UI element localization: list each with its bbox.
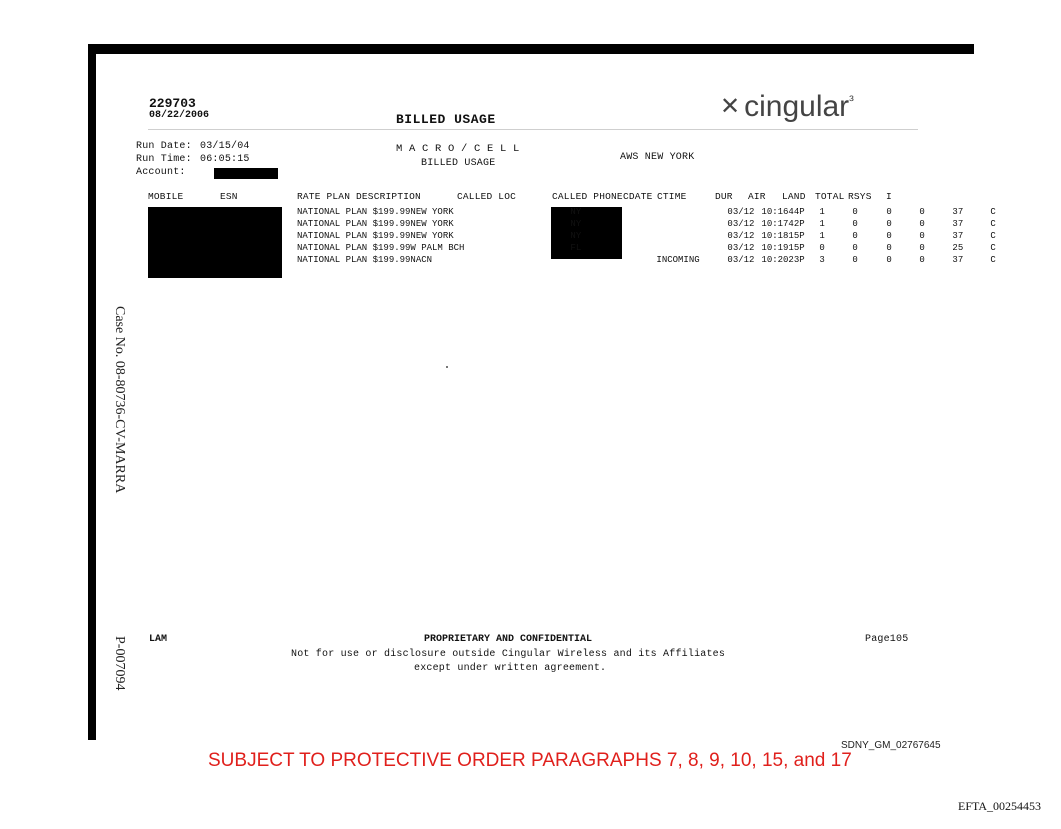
cell-dur: 0	[819, 243, 825, 253]
cell-dur: 1	[819, 231, 825, 241]
cell-air: 0	[852, 219, 858, 229]
cell-rsys: 37	[952, 207, 964, 217]
cingular-mark-superscript: ³	[849, 92, 854, 108]
table-row	[148, 254, 1010, 266]
bates-number: SDNY_GM_02767645	[841, 740, 941, 751]
col-called-phone: CALLED PHONE	[552, 191, 623, 202]
report-subtitle: BILLED USAGE	[421, 158, 496, 169]
cell-rate-plan: NATIONAL PLAN $199.99	[297, 207, 411, 217]
cingular-wordmark: cingular	[744, 90, 850, 123]
cingular-logo	[720, 90, 854, 124]
document-date: 08/22/2006	[149, 110, 210, 121]
table-row	[148, 230, 1010, 242]
cell-called-state: FL	[570, 243, 582, 253]
cell-ctime: 10:1915P	[761, 243, 805, 253]
scan-speck	[446, 366, 448, 368]
cell-called-phone: INCOMING	[656, 255, 700, 265]
cell-called-loc: NEW YORK	[410, 231, 454, 241]
cell-i: C	[990, 219, 996, 229]
cell-called-phone	[656, 230, 727, 242]
cell-cdate: 03/12	[727, 219, 755, 229]
cell-called-loc: NACN	[410, 255, 433, 265]
table-row	[148, 218, 1010, 230]
cingular-jack-icon: ✕	[720, 93, 741, 120]
exhibit-number-margin: P-007094	[112, 636, 127, 691]
scan-border-left	[88, 44, 96, 740]
cell-land: 0	[886, 231, 892, 241]
protective-order-stamp: SUBJECT TO PROTECTIVE ORDER PARAGRAPHS 7, 8, 9, 10, 15, and 17	[208, 750, 852, 771]
cell-called-state	[570, 254, 656, 266]
col-rate-plan: RATE PLAN DESCRIPTION	[297, 191, 421, 202]
col-i: I	[886, 191, 892, 202]
header-rule	[148, 129, 918, 130]
cell-i: C	[990, 255, 996, 265]
cell-cdate: 03/12	[727, 231, 755, 241]
cell-dur: 3	[819, 255, 825, 265]
cell-called-state: NY	[570, 219, 582, 229]
cell-i: C	[990, 231, 996, 241]
col-air: AIR	[748, 191, 766, 202]
cell-ctime: 10:1644P	[761, 207, 805, 217]
cell-called-phone	[656, 242, 727, 254]
cell-called-loc: W PALM BCH	[410, 243, 465, 253]
cell-called-loc: NEW YORK	[410, 219, 454, 229]
cell-rate-plan: NATIONAL PLAN $199.99	[297, 255, 411, 265]
table-row	[148, 242, 1010, 254]
run-date	[136, 141, 250, 152]
cell-i: C	[990, 207, 996, 217]
run-time-value: 06:05:15	[200, 154, 250, 165]
case-number-margin: Case No. 08-80736-CV-MARRA	[112, 306, 127, 494]
cell-rsys: 37	[952, 231, 964, 241]
footer-page-number: Page105	[865, 634, 909, 645]
account-redaction	[214, 168, 278, 179]
usage-table	[148, 206, 1010, 266]
cell-ctime: 10:2023P	[761, 255, 805, 265]
cell-called-state: NY	[570, 231, 582, 241]
col-esn: ESN	[220, 191, 238, 202]
run-date-value: 03/15/04	[200, 141, 250, 152]
cell-dur: 1	[819, 207, 825, 217]
report-system: M A C R O / C E L L	[396, 143, 520, 155]
cell-cdate: 03/12	[727, 255, 755, 265]
cell-cdate: 03/12	[727, 243, 755, 253]
col-dur: DUR	[715, 191, 733, 202]
cell-dur: 1	[819, 219, 825, 229]
cell-rsys: 37	[952, 219, 964, 229]
run-time	[136, 154, 250, 165]
account	[136, 167, 186, 178]
report-region: AWS NEW YORK	[620, 152, 695, 163]
cell-ctime: 10:1742P	[761, 219, 805, 229]
cell-land: 0	[886, 219, 892, 229]
cell-total: 0	[919, 255, 925, 265]
account-label: Account:	[136, 167, 186, 178]
cell-called-loc: NEW YORK	[410, 207, 454, 217]
cell-rate-plan: NATIONAL PLAN $199.99	[297, 243, 411, 253]
col-ctime: CTIME	[657, 191, 687, 202]
cell-i: C	[990, 243, 996, 253]
cell-total: 0	[919, 243, 925, 253]
cell-air: 0	[852, 207, 858, 217]
run-date-label: Run Date:	[136, 141, 192, 152]
col-total: TOTAL	[815, 191, 845, 202]
col-mobile: MOBILE	[148, 191, 184, 202]
cell-rsys: 25	[952, 243, 964, 253]
cell-land: 0	[886, 207, 892, 217]
col-called-loc: CALLED LOC	[457, 191, 517, 202]
cell-called-phone	[656, 206, 727, 218]
footer-initials: LAM	[149, 634, 168, 645]
cell-called-phone	[656, 218, 727, 230]
footer-disclosure-line2: except under written agreement.	[414, 663, 607, 674]
cell-cdate: 03/12	[727, 207, 755, 217]
run-time-label: Run Time:	[136, 154, 192, 165]
cell-ctime: 10:1815P	[761, 231, 805, 241]
cell-air: 0	[852, 231, 858, 241]
cell-rate-plan: NATIONAL PLAN $199.99	[297, 231, 411, 241]
page-title: BILLED USAGE	[396, 112, 496, 127]
cell-called-state: NY	[570, 207, 582, 217]
cell-land: 0	[886, 255, 892, 265]
document-number: 229703	[149, 96, 196, 111]
cell-total: 0	[919, 231, 925, 241]
cell-rsys: 37	[952, 255, 964, 265]
footer-confidential: PROPRIETARY AND CONFIDENTIAL	[424, 634, 593, 645]
col-land: LAND	[782, 191, 806, 202]
cell-total: 0	[919, 219, 925, 229]
scan-border-top	[88, 44, 974, 54]
cell-rate-plan: NATIONAL PLAN $199.99	[297, 219, 411, 229]
table-row	[148, 206, 1010, 218]
cell-land: 0	[886, 243, 892, 253]
footer-disclosure-line1: Not for use or disclosure outside Cingular Wireless and its Affiliates	[291, 649, 726, 660]
col-cdate: CDATE	[623, 191, 653, 202]
col-rsys: RSYS	[848, 191, 872, 202]
cell-air: 0	[852, 243, 858, 253]
efta-number: EFTA_00254453	[958, 799, 1042, 813]
cell-air: 0	[852, 255, 858, 265]
cell-total: 0	[919, 207, 925, 217]
